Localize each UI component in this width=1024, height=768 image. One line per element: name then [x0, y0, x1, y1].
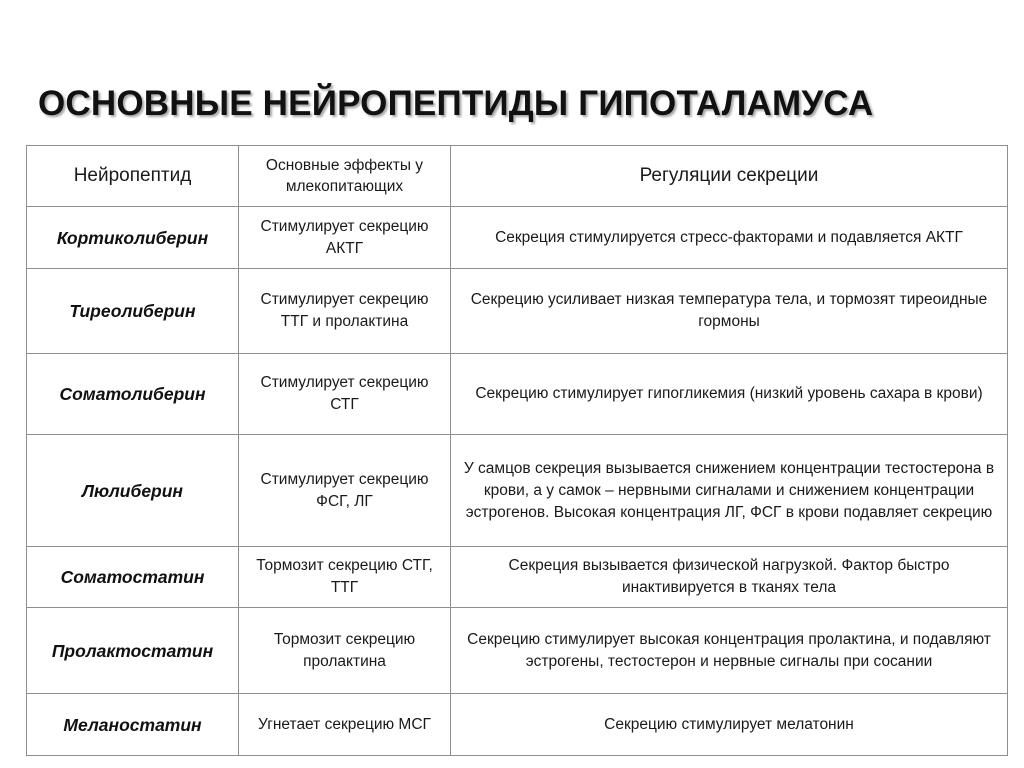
header-neuropeptide: Нейропептид	[27, 146, 239, 207]
neuropeptides-table	[26, 145, 1008, 756]
neuropeptide-name-cell: Меланостатин	[27, 694, 239, 756]
table-row	[27, 354, 1008, 435]
table-row	[27, 207, 1008, 269]
neuropeptide-name-cell: Соматостатин	[27, 547, 239, 608]
neuropeptide-name-cell: Кортиколиберин	[27, 207, 239, 269]
table-row	[27, 435, 1008, 547]
neuropeptide-name-cell: Пролактостатин	[27, 608, 239, 694]
regulation-cell: Секрецию стимулирует мелатонин	[451, 694, 1008, 756]
regulation-cell: Секреция стимулируется стресс-факторами и подавляется АКТГ	[451, 207, 1008, 269]
table-header-row	[27, 146, 1008, 207]
effects-cell: Стимулирует секрецию АКТГ	[239, 207, 451, 269]
table-row	[27, 547, 1008, 608]
table-row	[27, 608, 1008, 694]
effects-cell: Угнетает секрецию МСГ	[239, 694, 451, 756]
regulation-cell: У самцов секреция вызывается снижением концентрации тестостерона в крови, а у самок – нервными сигналами и снижением концентрации эстрогенов. Высокая концентрация ЛГ, ФСГ в крови подавляет секрецию	[451, 435, 1008, 547]
neuropeptide-name-cell: Тиреолиберин	[27, 269, 239, 354]
effects-cell: Стимулирует секрецию ТТГ и пролактина	[239, 269, 451, 354]
effects-cell: Тормозит секрецию СТГ, ТТГ	[239, 547, 451, 608]
effects-cell: Стимулирует секрецию СТГ	[239, 354, 451, 435]
table-row	[27, 694, 1008, 756]
neuropeptide-name-cell: Люлиберин	[27, 435, 239, 547]
header-secretion-regulation: Регуляции секреции	[451, 146, 1008, 207]
page-title: ОСНОВНЫЕ НЕЙРОПЕПТИДЫ ГИПОТАЛАМУСА	[38, 84, 874, 123]
header-main-effects: Основные эффекты у млекопитающих	[239, 146, 451, 207]
neuropeptide-name-cell: Соматолиберин	[27, 354, 239, 435]
regulation-cell: Секрецию стимулирует высокая концентрация пролактина, и подавляют эстрогены, тестостерон и нервные сигналы при сосании	[451, 608, 1008, 694]
regulation-cell: Секрецию стимулирует гипогликемия (низкий уровень сахара в крови)	[451, 354, 1008, 435]
effects-cell: Стимулирует секрецию ФСГ, ЛГ	[239, 435, 451, 547]
table-row	[27, 269, 1008, 354]
regulation-cell: Секрецию усиливает низкая температура тела, и тормозят тиреоидные гормоны	[451, 269, 1008, 354]
regulation-cell: Секреция вызывается физической нагрузкой. Фактор быстро инактивируется в тканях тела	[451, 547, 1008, 608]
effects-cell: Тормозит секрецию пролактина	[239, 608, 451, 694]
